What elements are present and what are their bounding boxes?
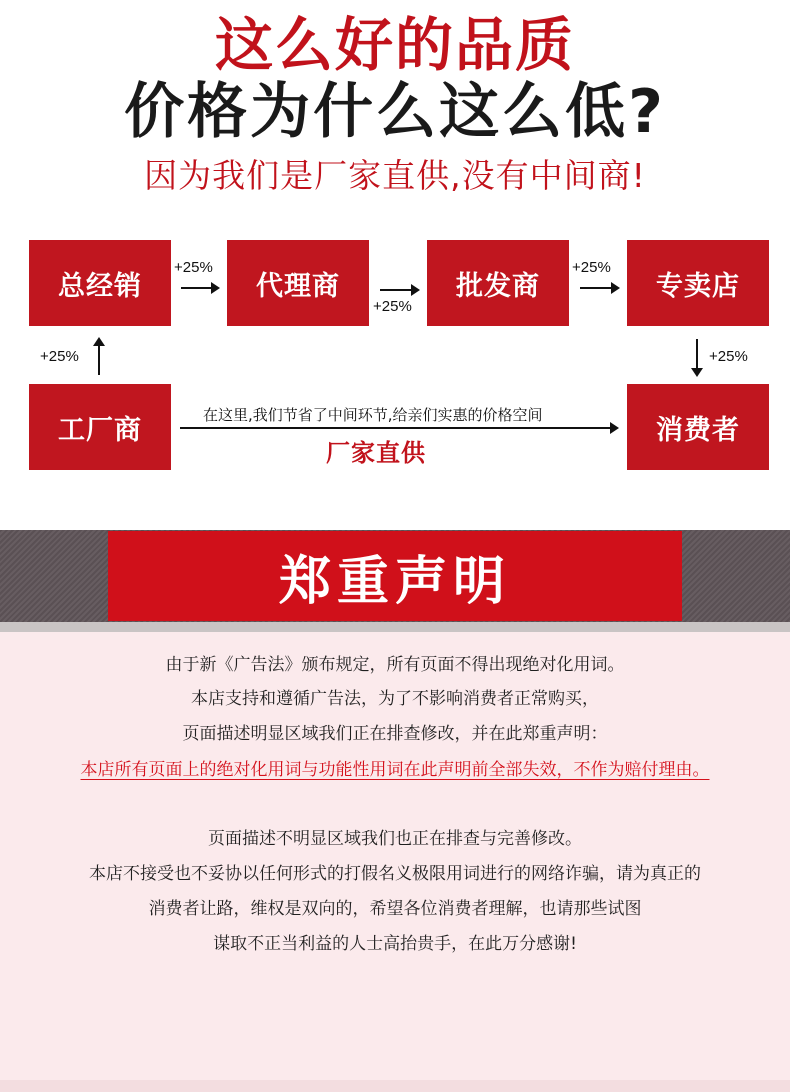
declaration-line: 页面描述不明显区域我们也正在排查与完善修改。 xyxy=(208,829,582,849)
divider xyxy=(0,622,790,632)
arrow-right-icon xyxy=(580,287,618,289)
node-factory: 工厂商 xyxy=(29,384,171,470)
arrow-up-icon xyxy=(98,339,100,375)
declaration-line: 消费者让路，维权是双向的，希望各位消费者理解，也请那些试图 xyxy=(148,899,642,919)
node-wholesaler: 批发商 xyxy=(427,240,569,326)
node-store: 专卖店 xyxy=(627,240,769,326)
headline-quality: 这么好的品质 xyxy=(214,11,575,79)
declaration-line: 页面描述明显区域我们正在排查修改，并在此郑重声明： xyxy=(182,724,608,744)
declaration-line: 由于新《广告法》颁布规定，所有页面不得出现绝对化用词。 xyxy=(165,655,625,675)
node-consumer: 消费者 xyxy=(627,384,769,470)
headline-factory-direct: 因为我们是厂家直供,没有中间商! xyxy=(144,156,646,195)
factory-direct-label: 厂家直供 xyxy=(326,439,426,467)
declaration-line-highlight: 本店所有页面上的绝对化用词与功能性用词在此声明前全部失效，不作为赔付理由。 xyxy=(80,760,710,780)
arrow-right-icon xyxy=(180,427,617,429)
markup-label: +25% xyxy=(572,259,611,276)
arrow-right-icon xyxy=(181,287,218,289)
node-distributor: 总经销 xyxy=(29,240,171,326)
markup-label: +25% xyxy=(709,348,748,365)
declaration-line: 本店不接受也不妥协以任何形式的打假名义极限用词进行的网络诈骗，请为真正的 xyxy=(89,864,701,884)
arrow-down-icon xyxy=(696,339,698,375)
node-agent: 代理商 xyxy=(227,240,369,326)
markup-label: +25% xyxy=(174,259,213,276)
declaration-line: 本店支持和遵循广告法，为了不影响消费者正常购买， xyxy=(191,689,599,709)
divider xyxy=(0,1080,790,1092)
savings-note: 在这里,我们节省了中间环节,给亲们实惠的价格空间 xyxy=(203,406,543,424)
declaration-title: 郑重声明 xyxy=(108,531,682,621)
declaration-line: 谋取不正当利益的人士高抬贵手，在此万分感谢! xyxy=(213,934,577,954)
markup-label: +25% xyxy=(373,298,412,315)
headline-price-question: 价格为什么这么低? xyxy=(124,77,666,147)
arrow-right-icon xyxy=(380,289,418,291)
markup-label: +25% xyxy=(40,348,79,365)
